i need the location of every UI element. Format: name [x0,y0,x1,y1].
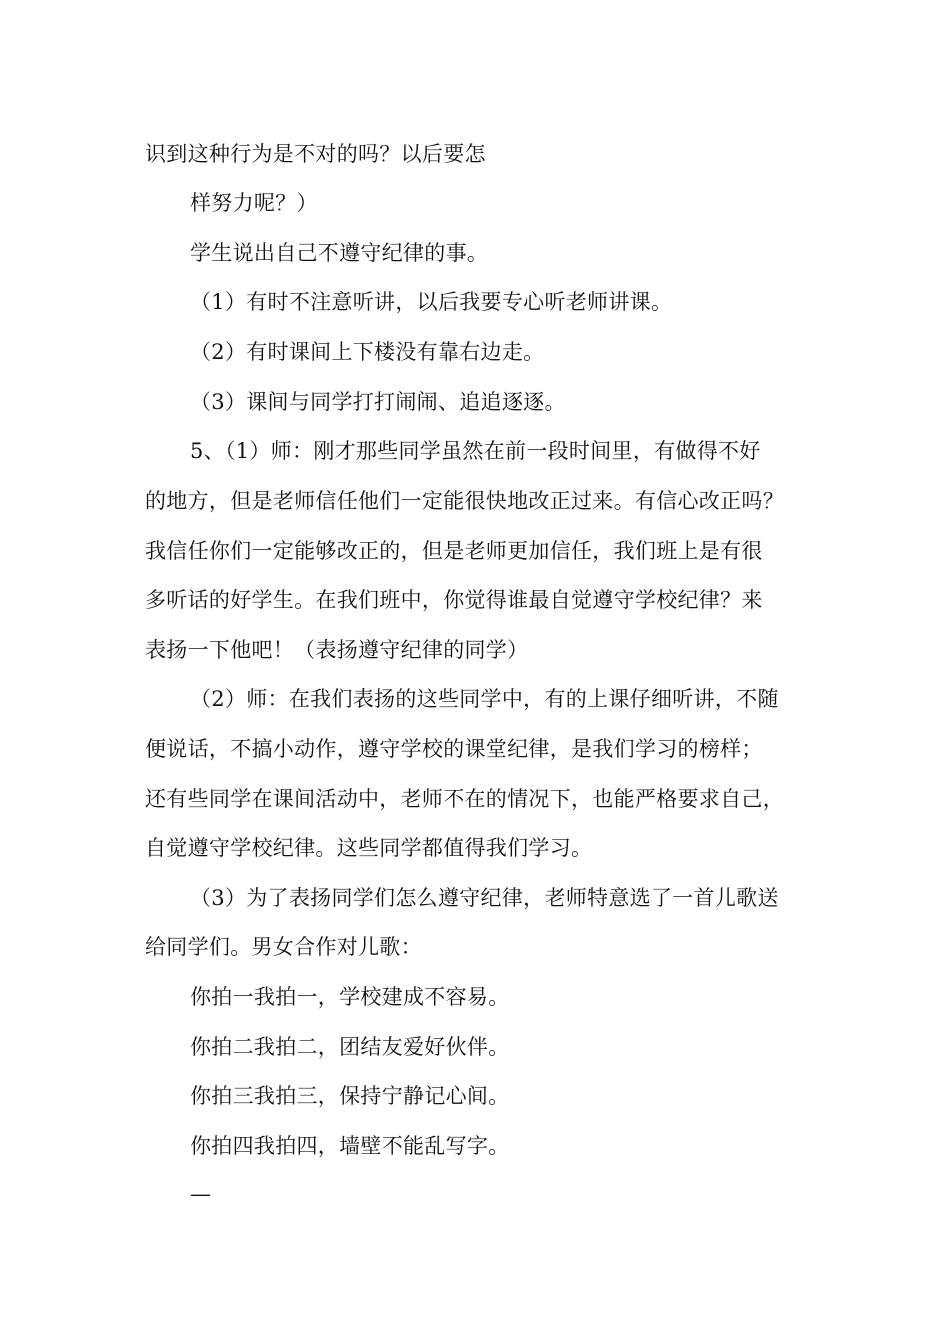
text-line: 识到这种行为是不对的吗？以后要怎 [145,142,486,166]
text-line: （3）为了表扬同学们怎么遵守纪律，老师特意选了一首儿歌送 [190,886,779,910]
text-line: 的地方，但是老师信任他们一定能很快地改正过来。有信心改正吗？ [145,489,784,513]
text-line: 表扬一下他吧！（表扬遵守纪律的同学） [145,638,529,662]
text-line: 我信任你们一定能够改正的，但是老师更加信任，我们班上是有很 [145,539,763,563]
text-line: 5、（1）师：刚才那些同学虽然在前一段时间里，有做得不好 [190,439,761,463]
dash-line: — [190,1182,212,1206]
rhyme-line: 你拍一我拍一，学校建成不容易。 [190,985,510,1009]
text-line: （2）有时课间上下楼没有靠右边走。 [190,340,545,364]
text-line: （1）有时不注意听讲，以后我要专心听老师讲课。 [190,290,673,314]
text-line: 学生说出自己不遵守纪律的事。 [190,241,489,265]
rhyme-line: 你拍四我拍四，墙壁不能乱写字。 [190,1134,510,1158]
text-line: 给同学们。男女合作对儿歌： [145,935,422,959]
rhyme-line: 你拍三我拍三，保持宁静记心间。 [190,1084,510,1108]
text-line: 多听话的好学生。在我们班中，你觉得谁最自觉遵守学校纪律？来 [145,588,763,612]
text-line: 便说话，不搞小动作，遵守学校的课堂纪律，是我们学习的榜样； [145,737,763,761]
rhyme-line: 你拍二我拍二，团结友爱好伙伴。 [190,1035,510,1059]
text-line: 自觉遵守学校纪律。这些同学都值得我们学习。 [145,836,593,860]
text-line: 样努力呢？） [190,191,318,215]
text-line: （3）课间与同学打打闹闹、追追逐逐。 [190,390,566,414]
text-line: 还有些同学在课间活动中，老师不在的情况下，也能严格要求自己， [145,787,784,811]
text-line: （2）师：在我们表扬的这些同学中，有的上课仔细听讲，不随 [190,687,779,711]
